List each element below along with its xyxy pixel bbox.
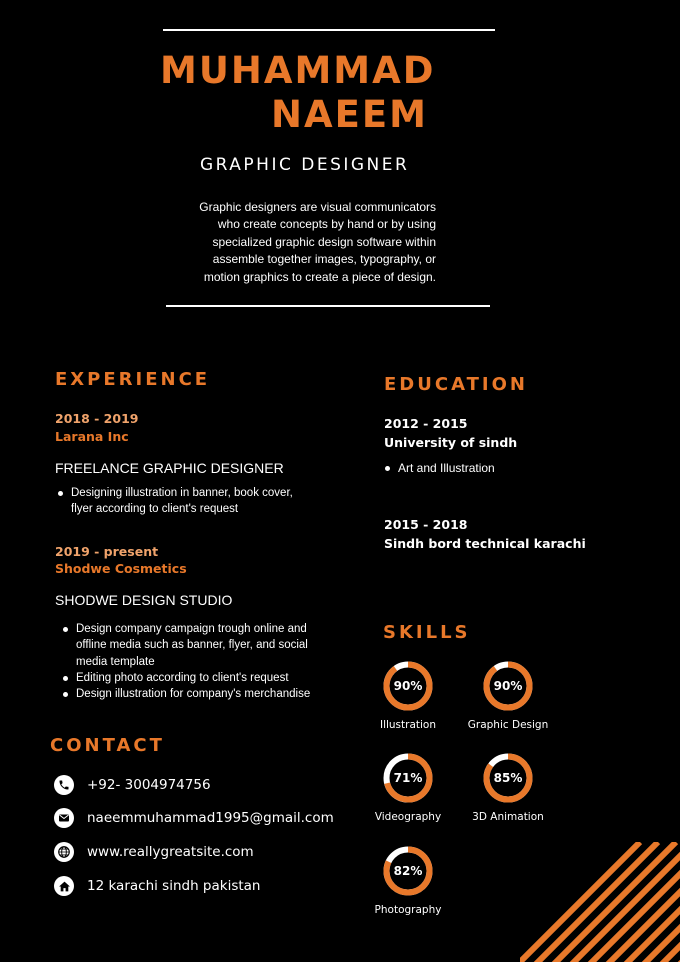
education-period: 2012 - 2015 — [384, 416, 468, 431]
intro-paragraph: Graphic designers are visual communicators who create concepts by hand or by using specialized graphic design software within assemble together images, typography, or motion graphics to create a piece of design. — [199, 200, 436, 284]
skill-percent: 90% — [393, 679, 423, 693]
skill-item — [458, 752, 558, 823]
skill-ring — [382, 660, 434, 712]
contact-phone — [54, 774, 211, 796]
skill-percent: 82% — [393, 864, 423, 878]
phone-icon — [54, 775, 74, 795]
education-bullets — [383, 460, 583, 476]
skill-name: Illustration — [379, 719, 437, 731]
skill-percent: 90% — [493, 679, 523, 693]
email-icon — [54, 808, 74, 828]
job-period: 2019 - present — [55, 544, 159, 559]
last-name: NAEEM — [271, 93, 428, 136]
education-school: University of sindh — [384, 435, 518, 450]
education-period: 2015 - 2018 — [384, 517, 468, 532]
skill-ring — [482, 752, 534, 804]
job-company: Larana Inc — [55, 429, 129, 444]
job-period: 2018 - 2019 — [55, 411, 139, 426]
job-company: Shodwe Cosmetics — [55, 561, 187, 576]
skill-ring — [482, 660, 534, 712]
skill-name: 3D Animation — [472, 811, 544, 823]
list-item: Design company campaign trough online and offline media such as banner, flyer, and social media template — [61, 621, 316, 670]
skill-percent: 71% — [393, 771, 423, 785]
skill-name: Graphic Design — [467, 719, 549, 731]
decorative-stripes — [520, 842, 680, 962]
skill-item — [358, 845, 458, 916]
job-bullets — [61, 621, 316, 702]
top-divider — [163, 29, 495, 31]
skill-item — [358, 752, 458, 823]
experience-title: EXPERIENCE — [55, 369, 211, 390]
list-item: Editing photo according to client's request — [61, 670, 316, 686]
skill-name: Videography — [374, 811, 442, 823]
list-item: Designing illustration in banner, book cover, flyer according to client's request — [56, 485, 306, 518]
skill-ring — [382, 752, 434, 804]
globe-icon — [54, 842, 74, 862]
job-position: FREELANCE GRAPHIC DESIGNER — [55, 460, 284, 476]
skill-item — [458, 660, 558, 731]
skills-title: SKILLS — [383, 622, 471, 643]
contact-title: CONTACT — [50, 735, 165, 756]
education-title: EDUCATION — [384, 374, 528, 395]
contact-text: 12 karachi sindh pakistan — [87, 878, 261, 894]
intro-divider — [166, 305, 490, 307]
job-role: GRAPHIC DESIGNER — [200, 155, 410, 175]
first-name: MUHAMMAD — [160, 49, 436, 92]
skill-item — [358, 660, 458, 731]
skill-ring — [382, 845, 434, 897]
list-item: Design illustration for company's merchandise — [61, 686, 316, 702]
contact-address — [54, 875, 261, 897]
contact-text[interactable]: +92- 3004974756 — [87, 777, 211, 793]
contact-website — [54, 841, 254, 863]
contact-text[interactable]: www.reallygreatsite.com — [87, 844, 254, 860]
education-school: Sindh bord technical karachi — [384, 536, 586, 551]
skill-name: Photography — [374, 904, 442, 916]
contact-text[interactable]: naeemmuhammad1995@gmail.com — [87, 810, 334, 826]
skill-percent: 85% — [493, 771, 523, 785]
home-icon — [54, 876, 74, 896]
job-position: SHODWE DESIGN STUDIO — [55, 592, 233, 608]
job-bullets — [56, 485, 306, 518]
contact-email — [54, 807, 334, 829]
list-item: Art and Illustration — [383, 460, 583, 476]
